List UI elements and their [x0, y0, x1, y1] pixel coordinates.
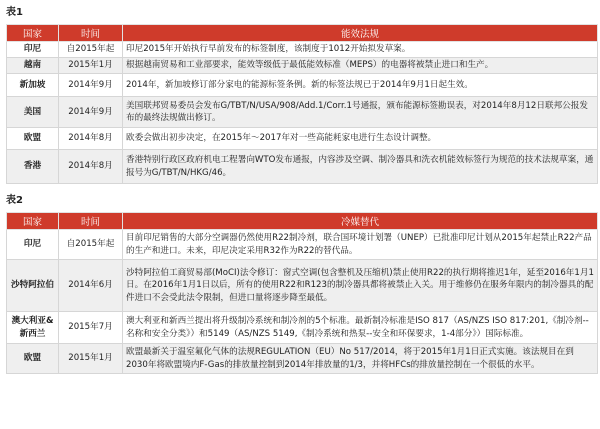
table1-caption: 表1	[6, 7, 23, 18]
table-refrigerant-replacement	[6, 212, 598, 374]
time-cell: 2014年9月	[59, 97, 123, 128]
column-header-refrigerant-replacement: 冷媒替代	[123, 213, 598, 230]
table-row	[7, 260, 598, 312]
content-cell: 欧委会做出初步决定，在2015年～2017年对一些高能耗家电进行生态设计调整。	[123, 128, 598, 150]
content-cell: 沙特阿拉伯工商贸易部(MoCI)法令修订：窗式空调(包含整机及压缩机)禁止使用R22的执行期将推迟1年，延至2016年1月1日。在2016年1月1日以后，所有的使用R22和R123的制冷器具都将被禁止入关。用于维修仍在服务年限内的制冷器具的配件进口不会受此法令限制，但进口量将逐步降至最低。	[123, 260, 598, 312]
time-cell: 2014年8月	[59, 128, 123, 150]
column-header-time: 时间	[59, 25, 123, 42]
time-cell: 2014年8月	[59, 150, 123, 184]
country-cell: 欧盟	[7, 128, 59, 150]
content-cell: 2014年，新加坡修订部分家电的能源标签条例。新的标签法规已于2014年9月1日起生效。	[123, 74, 598, 97]
country-cell: 越南	[7, 58, 59, 74]
country-cell: 香港	[7, 150, 59, 184]
table-row	[7, 97, 598, 128]
country-cell: 澳大利亚&新西兰	[7, 312, 59, 344]
column-header-time: 时间	[59, 213, 123, 230]
table-row	[7, 344, 598, 374]
column-header-country: 国家	[7, 25, 59, 42]
country-cell: 印尼	[7, 42, 59, 58]
time-cell: 2014年9月	[59, 74, 123, 97]
country-cell: 美国	[7, 97, 59, 128]
table-row	[7, 58, 598, 74]
content-cell: 欧盟最新关于温室氟化气体的法规REGULATION（EU）No 517/2014，将于2015年1月1日正式实施。该法规目在到2030年将欧盟境内F-Gas的排放量控制到2014年排放量的1/3，并将HFCs的排放量控制在一个很低的水平。	[123, 344, 598, 374]
time-cell: 2015年7月	[59, 312, 123, 344]
table-row	[7, 42, 598, 58]
table-row	[7, 150, 598, 184]
content-cell: 澳大利亚和新西兰提出将升级制冷系统和制冷剂的5个标准。最新制冷标准是ISO 817（AS/NZS ISO 817:201,《制冷剂--名称和安全分类》）和5149（AS/NZS 5149,《制冷系统和热泵--安全和环保要求，1-4部分》）国际标准。	[123, 312, 598, 344]
content-cell: 目前印尼销售的大部分空调器仍然使用R22制冷剂，联合国环境计划署（UNEP）已批准印尼计划从2015年起禁止R22产品的生产和进口。未来，印尼决定采用R32作为R22的替代品。	[123, 230, 598, 260]
table-energy-regulations	[6, 24, 598, 184]
table-row	[7, 74, 598, 97]
content-cell: 根据越南贸易和工业部要求，能效等级低于最低能效标准（MEPS）的电器将被禁止进口和生产。	[123, 58, 598, 74]
column-header-country: 国家	[7, 213, 59, 230]
time-cell: 2015年1月	[59, 58, 123, 74]
table2-caption: 表2	[6, 195, 23, 206]
country-cell: 新加坡	[7, 74, 59, 97]
time-cell: 自2015年起	[59, 42, 123, 58]
content-cell: 印尼2015年开始执行早前发布的标签制度，该制度于1012开始拟发草案。	[123, 42, 598, 58]
table-header-row	[7, 213, 598, 230]
content-cell: 美国联邦贸易委员会发布G/TBT/N/USA/908/Add.1/Corr.1号通报，颁布能源标签勘误表，对2014年8月12日联邦公报发布的最终法规做出修订。	[123, 97, 598, 128]
country-cell: 欧盟	[7, 344, 59, 374]
table-header-row	[7, 25, 598, 42]
time-cell: 2014年6月	[59, 260, 123, 312]
table-row	[7, 230, 598, 260]
column-header-energy-regulation: 能效法规	[123, 25, 598, 42]
country-cell: 沙特阿拉伯	[7, 260, 59, 312]
time-cell: 2015年1月	[59, 344, 123, 374]
table-row	[7, 312, 598, 344]
time-cell: 自2015年起	[59, 230, 123, 260]
country-cell: 印尼	[7, 230, 59, 260]
table-row	[7, 128, 598, 150]
content-cell: 香港特别行政区政府机电工程署向WTO发布通报，内容涉及空调、制冷器具和洗衣机能效标签行为规范的技术法规草案，通报号为G/TBT/N/HKG/46。	[123, 150, 598, 184]
